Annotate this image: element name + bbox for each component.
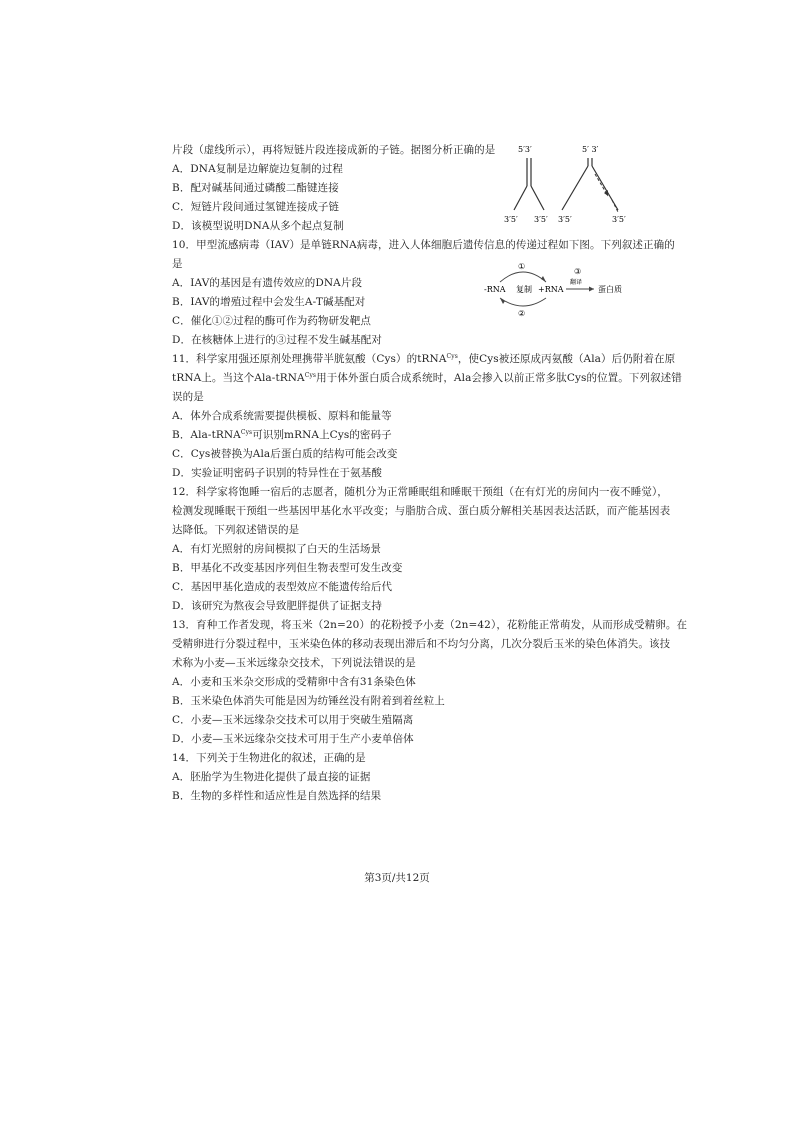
- question-13-stem-line-1: 13．育种工作者发现，将玉米（2n=20）的花粉授予小麦（2n=42），花粉能正常萌发，从而形成受精卵。在: [172, 619, 688, 631]
- translate-label: 翻译: [570, 279, 583, 286]
- question-11-stem-line-3: 误的是: [172, 391, 204, 403]
- plus-rna-label: +RNA: [538, 285, 564, 294]
- dna-left-bottom-left-label: 3′5′: [504, 215, 518, 224]
- question-9-option-a: A．DNA复制是边解旋边复制的过程: [172, 163, 343, 175]
- question-9-stem: 片段（虚线所示），再将短链片段连接成新的子链。据图分析正确的是: [172, 144, 496, 156]
- q11-text-1b: ，使Cys被还原成丙氨酸（Ala）后仍附着在原: [457, 353, 676, 365]
- question-12-stem-line-1: 12．科学家将饱睡一宿后的志愿者，随机分为正常睡眠组和睡眠干预组（在有灯光的房间内一夜不睡觉），: [172, 486, 668, 498]
- question-11-option-d: D．实验证明密码子识别的特异性在于氨基酸: [172, 467, 382, 479]
- question-12-stem-line-2: 检测发现睡眠干预组一些基因甲基化水平改变；与脂肪合成、蛋白质分解相关基因表达活跃，而产能基因表: [172, 505, 671, 517]
- question-12-option-b: B．甲基化不改变基因序列但生物表型可发生改变: [172, 562, 403, 574]
- question-10-stem: 10．甲型流感病毒（IAV）是单链RNA病毒，进入人体细胞后遗传信息的传递过程如下图。下列叙述正确的: [172, 239, 675, 251]
- dna-left-top-label: 5′3′: [518, 145, 532, 154]
- question-11-option-c: C．Cys被替换为Ala后蛋白质的结构可能会改变: [172, 448, 398, 460]
- q11-text-2b: 用于体外蛋白质合成系统时，Ala会掺入以前正常多肽Cys的位置。下列叙述错: [316, 372, 682, 384]
- dna-replication-figure: [500, 138, 640, 230]
- cys-superscript: Cys: [304, 372, 317, 379]
- question-10-option-a: A．IAV的基因是有遗传效应的DNA片段: [172, 277, 363, 289]
- question-13-option-b: B．玉米染色体消失可能是因为纺锤丝没有附着到着丝粒上: [172, 695, 445, 707]
- question-12-option-a: A．有灯光照射的房间模拟了白天的生活场景: [172, 543, 382, 555]
- question-14-stem: 14．下列关于生物进化的叙述，正确的是: [172, 752, 366, 764]
- cys-superscript: Cys: [446, 353, 458, 360]
- page-number-footer: 第3页/共12页: [364, 872, 430, 884]
- question-13-option-c: C．小麦—玉米远缘杂交技术可以用于突破生殖隔离: [172, 714, 414, 726]
- minus-rna-label: -RNA: [484, 285, 506, 294]
- q11-text-1a: 11．科学家用强还原剂处理携带半胱氨酸（Cys）的tRNA: [172, 353, 447, 365]
- question-14-option-b: B．生物的多样性和适应性是自然选择的结果: [172, 790, 382, 802]
- step-1-label: ①: [518, 262, 526, 271]
- protein-label: 蛋白质: [598, 285, 622, 294]
- question-12-option-d: D．该研究为熬夜会导致肥胖提供了证据支持: [172, 600, 382, 612]
- dna-right-bottom-right-label: 3′5′: [612, 215, 626, 224]
- question-9-option-c: C．短链片段间通过氢键连接成子链: [172, 201, 340, 213]
- question-10-option-b: B．IAV的增殖过程中会发生A-T碱基配对: [172, 296, 366, 308]
- dna-right-top-label: 5′ 3′: [582, 145, 599, 154]
- cys-superscript: Cys: [240, 429, 253, 436]
- question-12-option-c: C．基因甲基化造成的表型效应不能遗传给后代: [172, 581, 393, 593]
- question-10-option-c: C．催化①②过程的酶可作为药物研发靶点: [172, 315, 371, 327]
- q11-option-b-text-1: B．Ala-tRNA: [172, 429, 241, 441]
- q11-text-2a: tRNA上。当这个Ala-tRNA: [172, 372, 305, 384]
- question-14-option-a: A．胚胎学为生物进化提供了最直接的证据: [172, 771, 371, 783]
- question-11-option-a: A．体外合成系统需要提供模板、原料和能量等: [172, 410, 392, 422]
- question-9-option-b: B．配对碱基间通过磷酸二酯键连接: [172, 182, 339, 194]
- q11-option-b-text-2: 可识别mRNA上Cys的密码子: [252, 429, 392, 441]
- question-11-option-b: [172, 428, 392, 442]
- question-13-stem-line-2: 受精卵进行分裂过程中，玉米染色体的移动表现出滞后和不均匀分离，几次分裂后玉米的染色体消失。该技: [172, 638, 671, 650]
- question-13-stem-line-3: 术称为小麦—玉米远缘杂交技术，下列说法错误的是: [172, 657, 416, 669]
- question-13-option-d: D．小麦—玉米远缘杂交技术可用于生产小麦单倍体: [172, 733, 414, 745]
- dna-left-bottom-right-label: 3′5′: [534, 215, 548, 224]
- question-10-stem-cont: 是: [172, 258, 183, 270]
- question-11-stem-line-1: [172, 352, 675, 366]
- question-12-stem-line-3: 达降低。下列叙述错误的是: [172, 524, 300, 536]
- question-13-option-a: A．小麦和玉米杂交形成的受精卵中含有31条染色体: [172, 676, 416, 688]
- dna-right-bottom-left-label: 3′5′: [558, 215, 572, 224]
- replicate-label: 复制: [516, 285, 532, 294]
- question-10-option-d: D．在核糖体上进行的③过程不发生碱基配对: [172, 334, 382, 346]
- step-2-label: ②: [518, 309, 526, 318]
- iav-flow-figure: [478, 258, 658, 318]
- step-3-label: ③: [574, 267, 582, 276]
- question-11-stem-line-2: [172, 371, 682, 385]
- question-9-option-d: D．该模型说明DNA从多个起点复制: [172, 220, 344, 232]
